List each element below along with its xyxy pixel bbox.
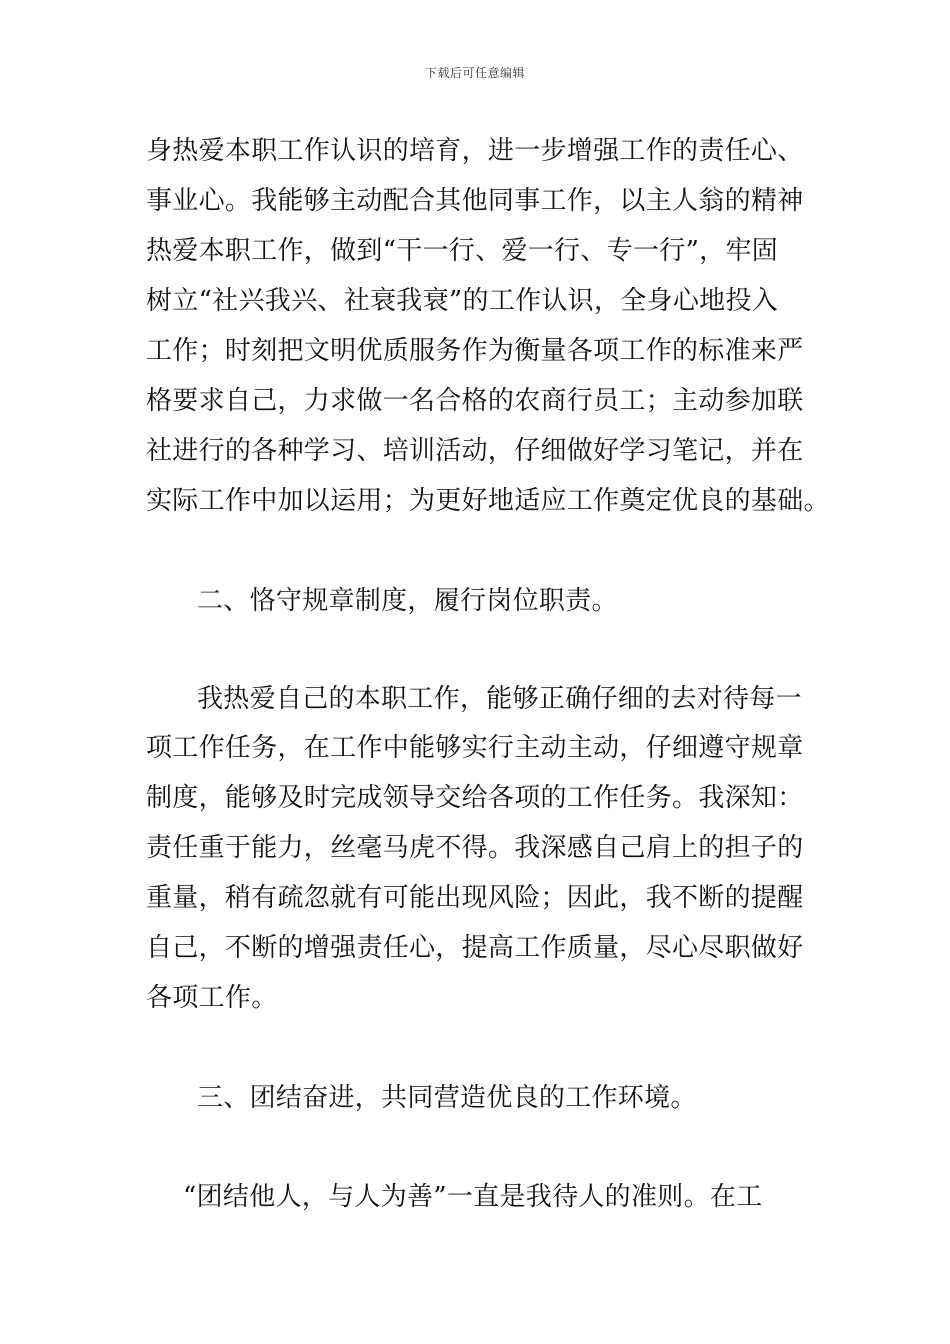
paragraph-line: 责任重于能力，丝毫马虎不得。我深感自己肩上的担子的 — [146, 833, 804, 863]
paragraph-line: 树立“社兴我兴、社衰我衰”的工作认识，全身心地投入 — [146, 286, 779, 316]
paragraph-line: “团结他人，与人为善”一直是我待人的准则。在工 — [183, 1182, 763, 1212]
paragraph-line: 实际工作中加以运用；为更好地适应工作奠定优良的基础。 — [146, 486, 830, 516]
paragraph-line: 我热爱自己的本职工作，能够正确仔细的去对待每一 — [197, 684, 802, 714]
paragraph-line: 身热爱本职工作认识的培育，进一步增强工作的责任心、 — [146, 136, 804, 166]
section-heading-2: 二、恪守规章制度，履行岗位职责。 — [197, 586, 618, 616]
paragraph-line: 社进行的各种学习、培训活动，仔细做好学习笔记，并在 — [146, 436, 804, 466]
paragraph-line: 重量，稍有疏忽就有可能出现风险；因此，我不断的提醒 — [146, 883, 804, 913]
paragraph-line: 格要求自己，力求做一名合格的农商行员工；主动参加联 — [146, 386, 804, 416]
paragraph-line: 热爱本职工作，做到“干一行、爱一行、专一行”，牢固 — [146, 236, 779, 266]
section-heading-3: 三、团结奋进，共同营造优良的工作环境。 — [197, 1083, 697, 1113]
paragraph-line: 事业心。我能够主动配合其他同事工作，以主人翁的精神 — [146, 186, 804, 216]
paragraph-line: 制度，能够及时完成领导交给各项的工作任务。我深知： — [146, 783, 804, 813]
paragraph-line: 各项工作。 — [146, 983, 278, 1013]
paragraph-line: 项工作任务，在工作中能够实行主动主动，仔细遵守规章 — [146, 733, 804, 763]
page-header: 下载后可任意编辑 — [424, 66, 525, 80]
paragraph-line: 工作；时刻把文明优质服务作为衡量各项工作的标准来严 — [146, 336, 804, 366]
paragraph-line: 自己，不断的增强责任心，提高工作质量，尽心尽职做好 — [146, 933, 804, 963]
